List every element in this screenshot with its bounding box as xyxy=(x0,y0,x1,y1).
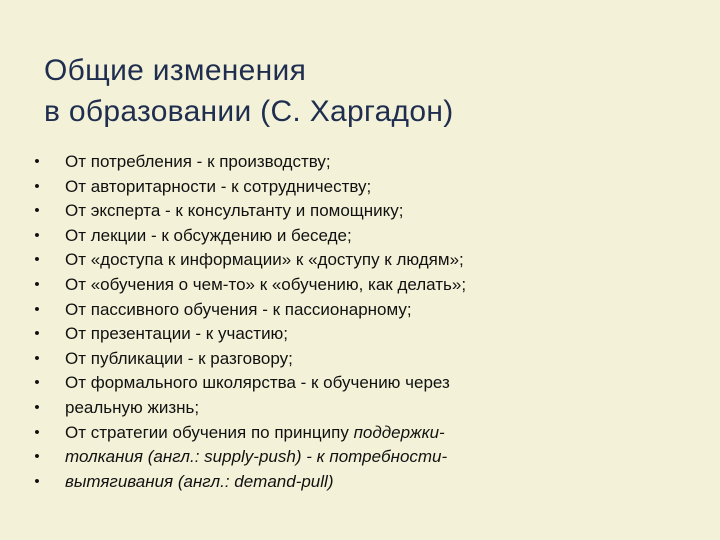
list-item xyxy=(30,298,700,323)
bullet-icon: • xyxy=(34,448,40,466)
list-item xyxy=(30,445,700,470)
bullet-icon: • xyxy=(34,423,40,441)
item-text-italic: поддержки- xyxy=(353,422,445,442)
item-text: От формального школярства - к обучению через xyxy=(65,373,450,393)
list-item xyxy=(30,273,700,298)
item-text: От пассивного обучения - к пассионарному; xyxy=(65,299,412,319)
title-line-2: в образовании (С. Харгадон) xyxy=(44,95,454,128)
list-item xyxy=(30,470,700,495)
item-text: реальную жизнь; xyxy=(65,397,200,417)
bullet-icon: • xyxy=(34,325,40,343)
bullet-icon: • xyxy=(34,300,40,318)
bullet-icon: • xyxy=(34,349,40,367)
item-text: От стратегии обучения по принципу xyxy=(65,422,354,442)
list-item xyxy=(30,199,700,224)
bullet-icon: • xyxy=(34,251,40,269)
list-item xyxy=(30,396,700,421)
item-text: От потребления - к производству; xyxy=(65,152,331,171)
list-item xyxy=(30,248,700,273)
bullet-list xyxy=(30,150,700,494)
bullet-icon: • xyxy=(34,398,40,416)
item-text: От презентации - к участию; xyxy=(65,324,289,344)
item-text: От «обучения о чем-то» к «обучению, как делать»; xyxy=(65,274,467,294)
title-line-1: Общие изменения xyxy=(44,54,307,87)
list-item xyxy=(30,421,700,446)
item-text-italic: толкания (англ.: supply-push) - к потребности- xyxy=(65,447,448,467)
item-text: От эксперта - к консультанту и помощнику; xyxy=(65,201,404,221)
bullet-icon: • xyxy=(34,153,40,170)
bullet-icon: • xyxy=(34,275,40,293)
bullet-icon: • xyxy=(34,177,40,195)
bullet-icon: • xyxy=(34,226,40,244)
list-item xyxy=(30,347,700,372)
list-item xyxy=(30,322,700,347)
item-text: От публикации - к разговору; xyxy=(65,348,293,368)
list-item xyxy=(30,224,700,249)
list-item xyxy=(30,371,700,396)
bullet-icon: • xyxy=(34,202,40,220)
list-item xyxy=(30,150,700,175)
list-item xyxy=(30,175,700,200)
bullet-icon: • xyxy=(34,374,40,392)
item-text: От «доступа к информации» к «доступу к людям»; xyxy=(65,250,464,270)
item-text-italic: вытягивания (англ.: demand-pull) xyxy=(65,471,334,491)
item-text: От лекции - к обсуждению и беседе; xyxy=(65,225,352,245)
bullet-icon: • xyxy=(34,472,40,490)
slide-title xyxy=(44,50,684,132)
item-text: От авторитарности - к сотрудничеству; xyxy=(65,176,372,196)
